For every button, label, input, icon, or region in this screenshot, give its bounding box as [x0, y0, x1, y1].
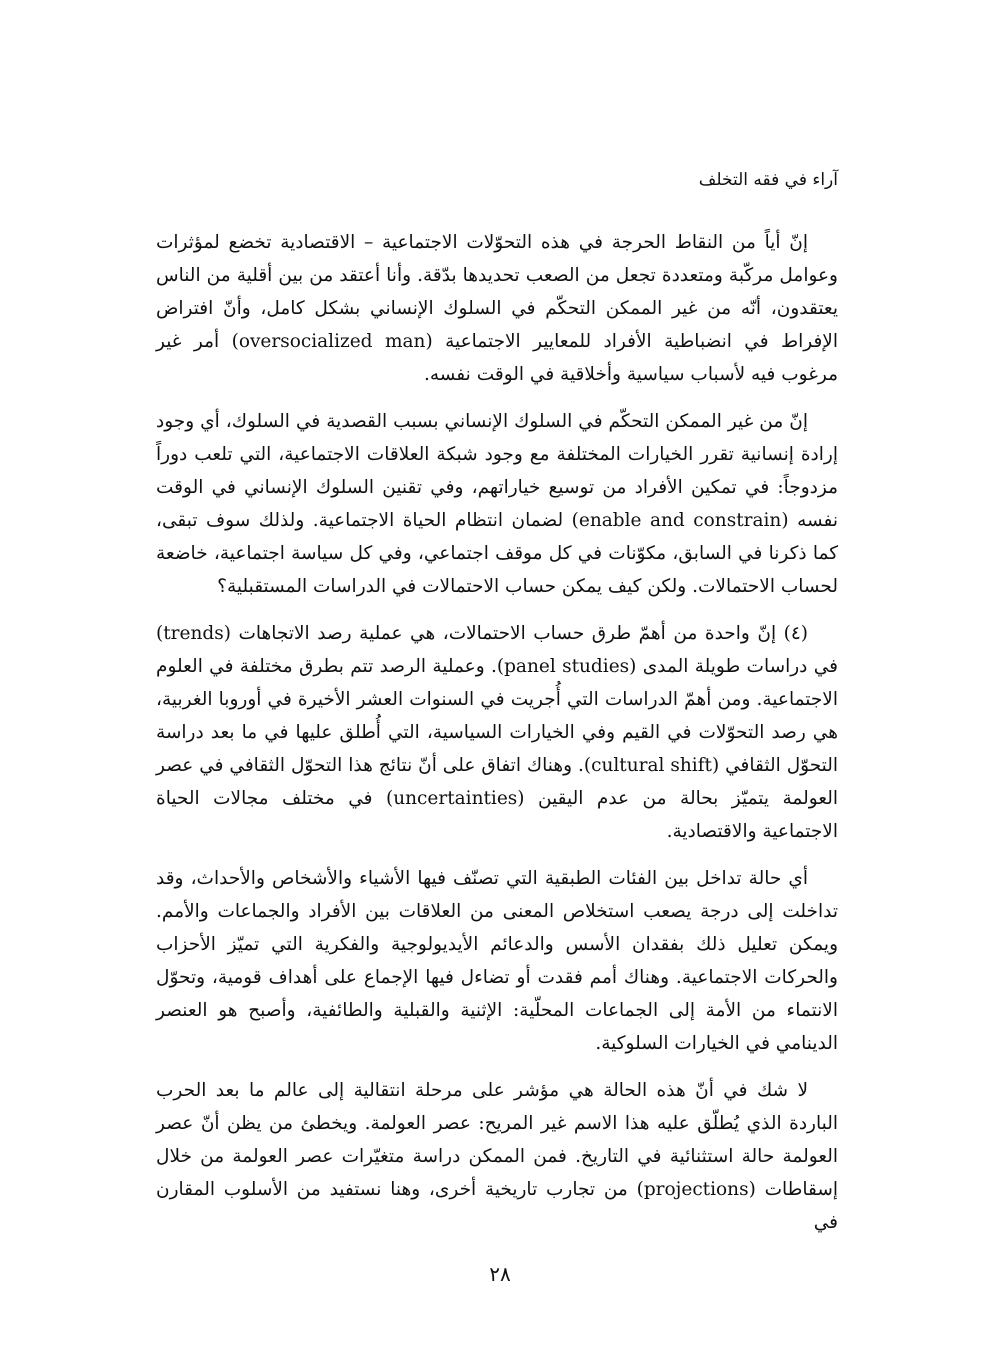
- page-number: ٢٨: [489, 1262, 511, 1286]
- paragraph: إنّ من غير الممكن التحكّم في السلوك الإنساني بسبب القصدية في السلوك، أي وجود إرادة إنسانية تقرر الخيارات المختلفة مع وجود شبكة العلاقات الاجتماعية، التي تلعب دوراً مزدوجاً: في تمكين الأفراد من توسيع خياراتهم، وفي تقنين السلوك الإنساني في الوقت نفسه (enable and constrain) لضمان انتظام الحياة الاجتماعية. ولذلك سوف تبقى، كما ذكرنا في السابق، مكوّنات في كل موقف اجتماعي، وفي كل سياسة اجتماعية، خاضعة لحساب الاحتمالات. ولكن كيف يمكن حساب الاحتمالات في الدراسات المستقبلية؟: [156, 411, 839, 597]
- paragraph: إنّ أياً من النقاط الحرجة في هذه التحوّلات الاجتماعية – الاقتصادية تخضع لمؤثرات وعوامل مركّبة ومتعددة تجعل من الصعب تحديدها بدّقة. وأنا أعتقد من بين أقلية من الناس يعتقدون، أنّه من غير الممكن التحكّم في السلوك الإنساني بشكل كامل، وأنّ افتراض الإفراط في انضباطية الأفراد للمعايير الاجتماعية (oversocialized man) أمر غير مرغوب فيه لأسباب سياسية وأخلاقية في الوقت نفسه.: [156, 232, 838, 385]
- paragraph: أي حالة تداخل بين الفئات الطبقية التي تصنّف فيها الأشياء والأشخاص والأحداث، وقد تداخلت إلى درجة يصعب استخلاص المعنى من العلاقات بين الأفراد والجماعات والأمم. ويمكن تعليل ذلك بفقدان الأسس والدعائم الأيديولوجية والفكرية التي تميّز الأحزاب والحركات الاجتماعية. وهناك أمم فقدت أو تضاءل فيها الإجماع على أهداف قومية، وتحوّل الانتماء من الأمة إلى الجماعات المحلّية: الإثنية والقبلية والطائفية، وأصبح هو العنصر الدينامي في الخيارات السلوكية.: [156, 868, 838, 1054]
- paragraph: لا شك في أنّ هذه الحالة هي مؤشر على مرحلة انتقالية إلى عالم ما بعد الحرب الباردة الذي يُطلّق عليه هذا الاسم غير المريح: عصر العولمة. ويخطئ من يظن أنّ عصر العولمة حالة استثنائية في التاريخ. فمن الممكن دراسة متغيّرات عصر العولمة من خلال إسقاطات (projections) من تجارب تاريخية أخرى، وهنا نستفيد من الأسلوب المقارن في: [156, 1080, 838, 1233]
- running-header: آراء في فقه التخلف: [698, 170, 838, 190]
- paragraph: (٤) إنّ واحدة من أهمّ طرق حساب الاحتمالات، هي عملية رصد الاتجاهات (trends) في دراسات طويلة المدى (panel studies). وعملية الرصد تتم بطرق مختلفة في العلوم الاجتماعية. ومن أهمّ الدراسات التي أُجريت في السنوات العشر الأخيرة في أوروبا الغربية، هي رصد التحوّلات في القيم وفي الخيارات السياسية، التي أُطلق عليها في ما بعد دراسة التحوّل الثقافي (cultural shift). وهناك اتفاق على أنّ نتائج هذا التحوّل الثقافي في عصر العولمة يتميّز بحالة من عدم اليقين (uncertainties) في مختلف مجالات الحياة الاجتماعية والاقتصادية.: [156, 623, 839, 842]
- body-text: [156, 226, 838, 1253]
